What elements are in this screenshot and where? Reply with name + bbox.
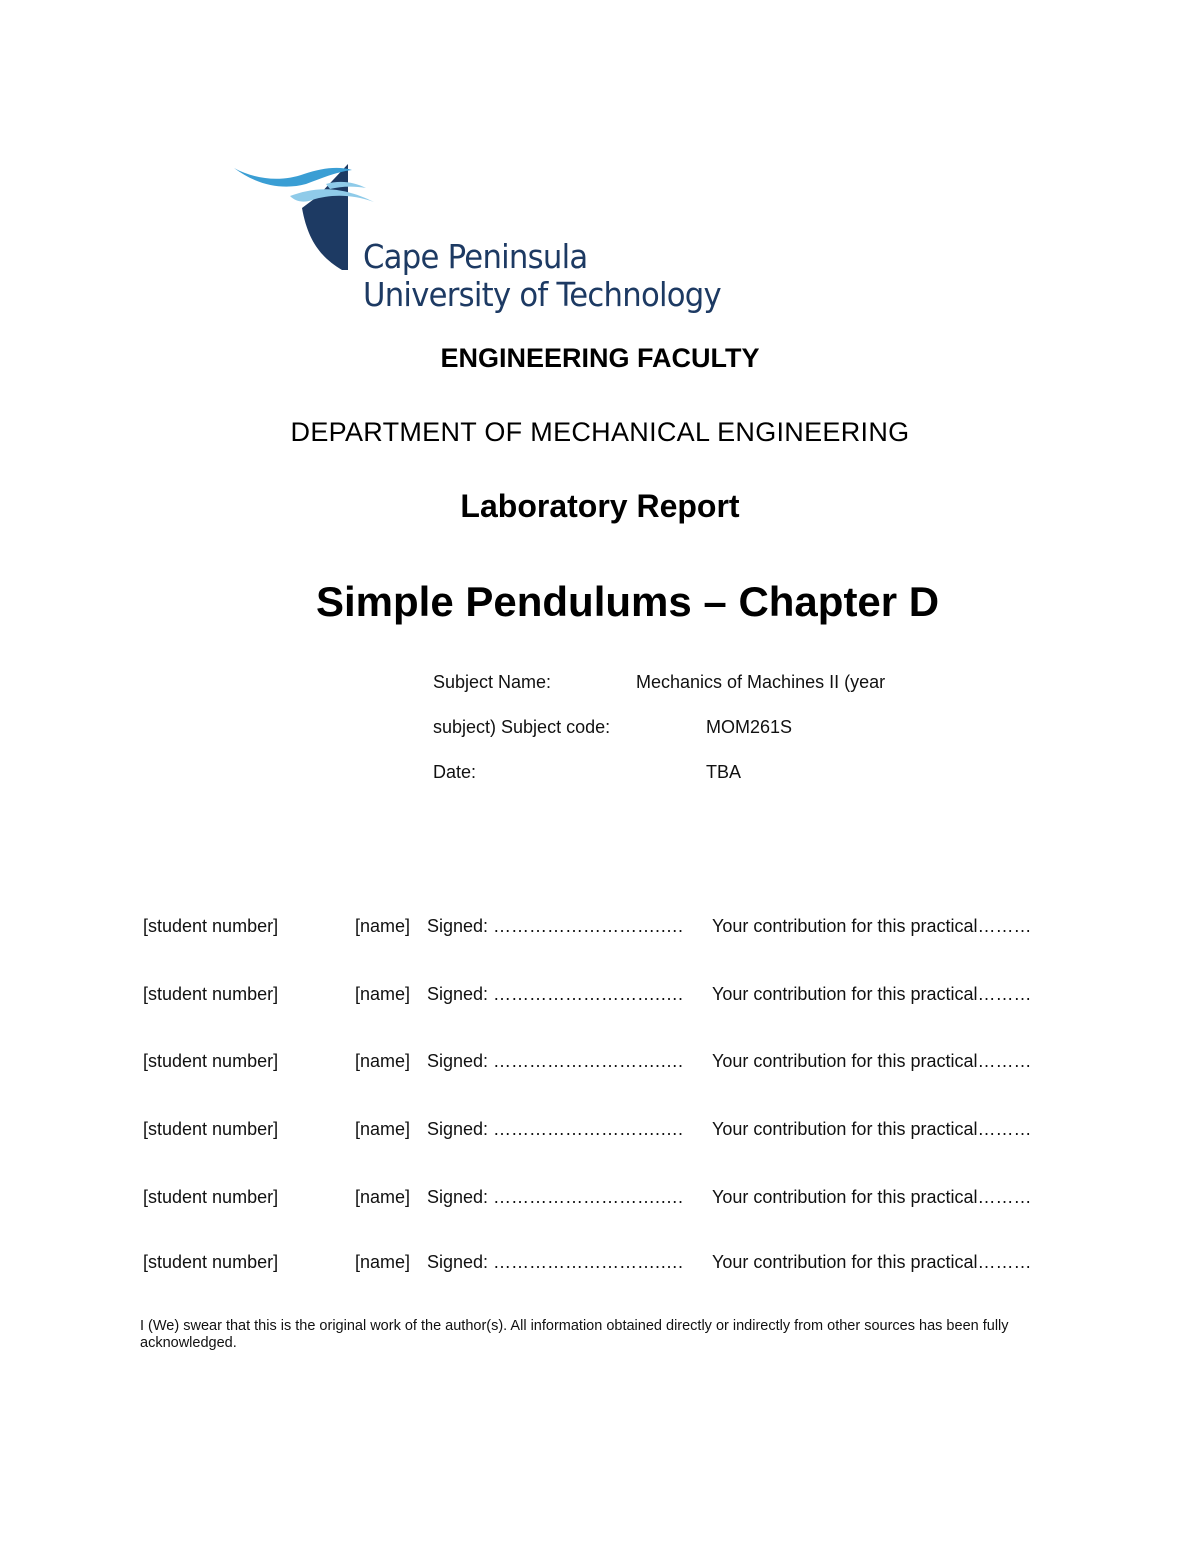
contribution-field: Your contribution for this practical……… (712, 916, 1032, 936)
signature-field: Signed: ……………………….…. (427, 1187, 684, 1207)
report-type-heading: Laboratory Report (460, 488, 740, 524)
subject-name-value: Mechanics of Machines II (year (636, 672, 886, 692)
student-number: [student number] (143, 1187, 279, 1207)
student-name: [name] (355, 1187, 411, 1207)
student-number: [student number] (143, 1119, 279, 1139)
student-number: [student number] (143, 984, 279, 1004)
student-name: [name] (355, 984, 411, 1004)
student-number: [student number] (143, 916, 279, 936)
date-value: TBA (706, 762, 742, 782)
contribution-field: Your contribution for this practical……… (712, 1252, 1032, 1272)
university-name-line-1: Cape Peninsula (363, 237, 588, 276)
student-row (0, 1119, 1200, 1143)
subject-code-value: MOM261S (706, 717, 793, 737)
student-name: [name] (355, 916, 411, 936)
signature-field: Signed: ……………………….…. (427, 1119, 684, 1139)
university-name-line-2: University of Technology (363, 275, 721, 314)
signature-field: Signed: ……………………….…. (427, 1252, 684, 1272)
student-name: [name] (355, 1119, 411, 1139)
student-number: [student number] (143, 1051, 279, 1071)
department-heading: DEPARTMENT OF MECHANICAL ENGINEERING (290, 417, 910, 447)
report-title: Simple Pendulums – Chapter D (316, 578, 940, 625)
plagiarism-declaration: I (We) swear that this is the original work of the author(s). All information obtained directly or indirectly from other sources has been fully acknowledged. (140, 1318, 1009, 1351)
signature-field: Signed: ……………………….…. (427, 984, 684, 1004)
contribution-field: Your contribution for this practical……… (712, 1187, 1032, 1207)
university-logo-icon (230, 158, 380, 278)
signature-field: Signed: ……………………….…. (427, 1051, 684, 1071)
contribution-field: Your contribution for this practical……… (712, 1051, 1032, 1071)
contribution-field: Your contribution for this practical……… (712, 984, 1032, 1004)
student-row (0, 916, 1200, 940)
student-row (0, 1187, 1200, 1211)
subject-name-label: Subject Name: (433, 672, 552, 692)
university-name (363, 238, 721, 314)
subject-code-label: subject) Subject code: (433, 717, 611, 737)
student-row (0, 984, 1200, 1008)
signature-field: Signed: ……………………….…. (427, 916, 684, 936)
student-name: [name] (355, 1051, 411, 1071)
date-label: Date: (433, 762, 477, 782)
student-row (0, 1051, 1200, 1075)
student-name: [name] (355, 1252, 411, 1272)
student-number: [student number] (143, 1252, 279, 1272)
contribution-field: Your contribution for this practical……… (712, 1119, 1032, 1139)
faculty-heading: ENGINEERING FACULTY (440, 343, 760, 373)
student-row (0, 1252, 1200, 1276)
